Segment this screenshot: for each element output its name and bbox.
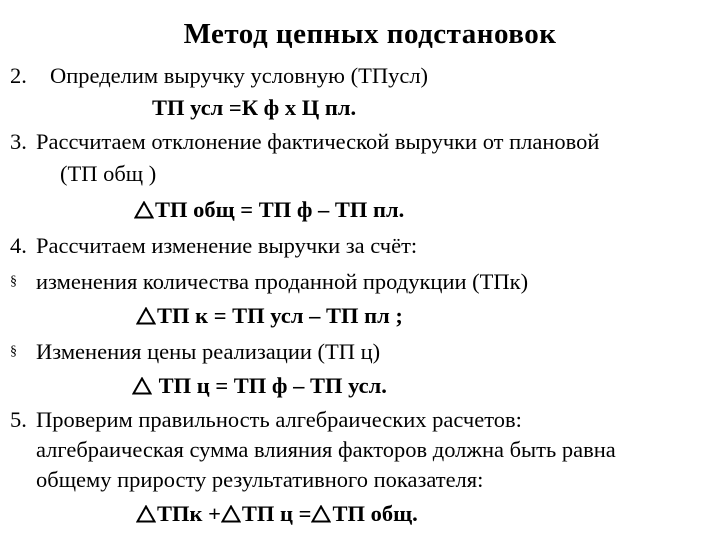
delta-triangle-icon (136, 505, 156, 523)
bullet-1-formula-row (136, 302, 403, 330)
final-formula-row (136, 500, 418, 528)
page-title: Метод цепных подстановок (183, 18, 557, 50)
item-5-text-2: алгебраическая сумма влияния факторов должна быть равна (36, 437, 616, 462)
item-4-number: 4. (10, 233, 27, 258)
bullet-2-formula: ТП ц = ТП ф – ТП усл. (153, 373, 387, 398)
final-formula-part-2: ТП ц = (241, 501, 312, 526)
item-5-text-3: общему приросту результативного показателя: (36, 467, 484, 492)
item-2-number: 2. (10, 63, 27, 88)
item-3-text: Рассчитаем отклонение фактической выручки от плановой (36, 129, 600, 154)
delta-triangle-icon (136, 307, 156, 325)
bullet-1-text: изменения количества проданной продукции (ТПк) (36, 269, 529, 294)
item-3-text-cont: (ТП общ ) (60, 161, 157, 186)
bullet-marker: § (10, 274, 17, 289)
item-2-formula: ТП усл =К ф х Ц пл. (152, 95, 357, 120)
bullet-2-text: Изменения цены реализации (ТП ц) (36, 339, 381, 364)
item-3-number: 3. (10, 129, 27, 154)
item-4-text: Рассчитаем изменение выручки за счёт: (36, 233, 418, 258)
bullet-marker: § (10, 344, 17, 359)
bullet-2-formula-row (132, 372, 387, 400)
bullet-1-formula: ТП к = ТП усл – ТП пл ; (157, 303, 403, 328)
final-formula-part-1: ТПк + (157, 501, 221, 526)
item-3-formula: ТП общ = ТП ф – ТП пл. (155, 197, 405, 222)
delta-triangle-icon (132, 377, 152, 395)
delta-triangle-icon (221, 505, 241, 523)
final-formula-part-3: ТП общ. (332, 501, 418, 526)
delta-triangle-icon (134, 201, 154, 219)
item-3-formula-row (134, 196, 404, 224)
item-5-number: 5. (10, 407, 27, 432)
item-5-text-1: Проверим правильность алгебраических расчетов: (36, 407, 522, 432)
item-2-text: Определим выручку условную (ТПусл) (50, 63, 429, 88)
delta-triangle-icon (311, 505, 331, 523)
